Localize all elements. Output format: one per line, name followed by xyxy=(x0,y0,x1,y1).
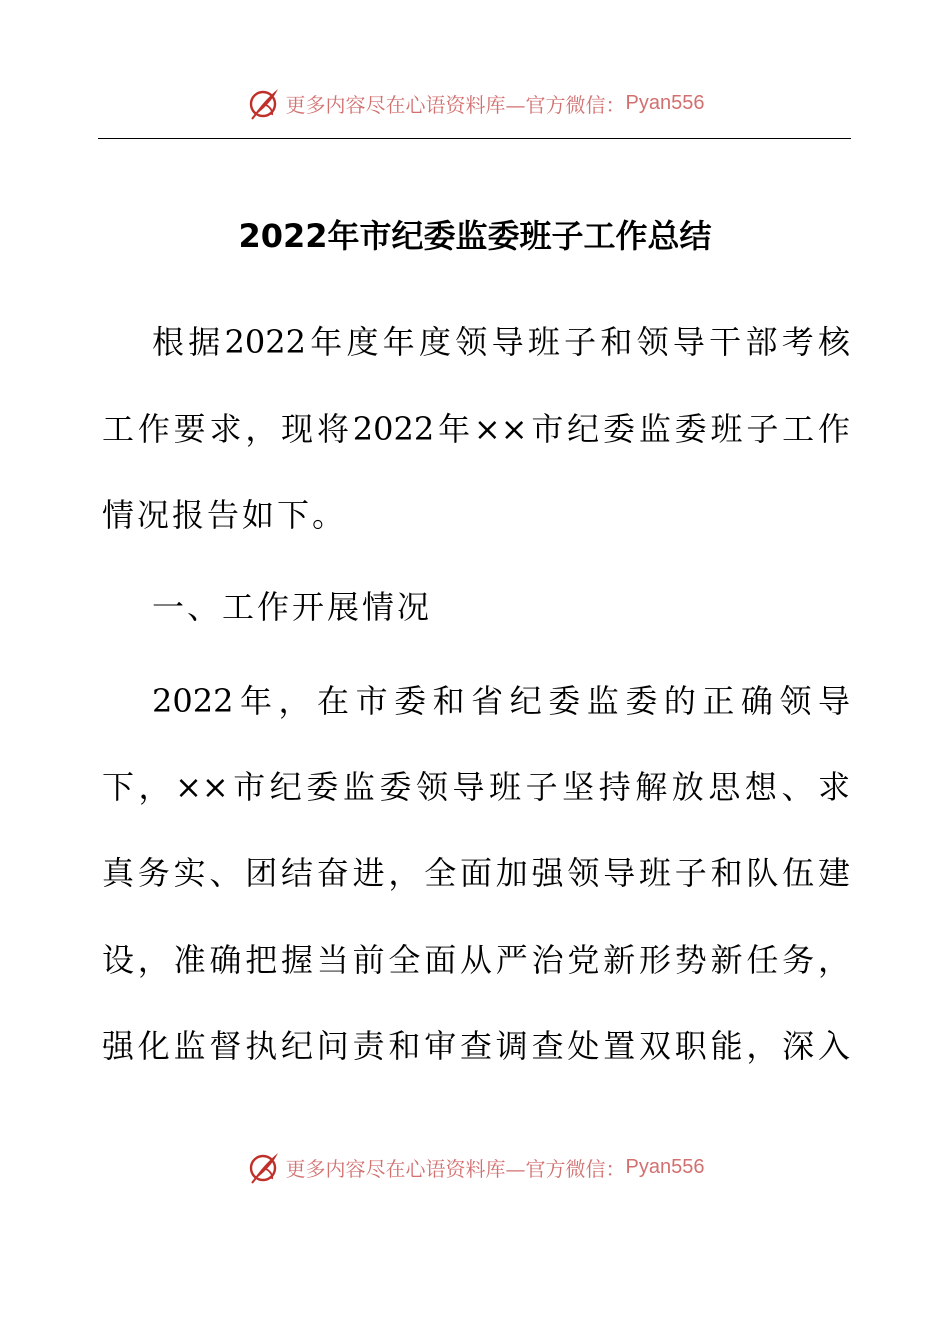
header-divider xyxy=(98,138,851,139)
body-line-8: 强化监督执纪问责和审查调查处置双职能，深入 xyxy=(102,1027,850,1065)
body-line-2: 工作要求，现将2022年××市纪委监委班子工作 xyxy=(102,410,850,448)
section-heading-1: 一、工作开展情况 xyxy=(152,588,433,626)
footer-banner-wechat-id: Pyan556 xyxy=(625,1155,705,1178)
body-line-6: 真务实、团结奋进，全面加强领导班子和队伍建 xyxy=(102,854,850,892)
body-line-5: 下，××市纪委监委领导班子坚持解放思想、求 xyxy=(102,768,850,806)
quill-logo-icon xyxy=(246,1149,282,1185)
footer-banner-text: 更多内容尽在心语资料库—官方微信： xyxy=(285,1156,626,1181)
footer-banner xyxy=(0,1147,950,1187)
document-title: 2022年市纪委监委班子工作总结 xyxy=(238,217,712,255)
header-banner-text: 更多内容尽在心语资料库—官方微信： xyxy=(285,92,626,117)
body-line-1: 根据2022年度年度领导班子和领导干部考核 xyxy=(152,323,850,361)
header-banner xyxy=(0,83,950,123)
header-banner-wechat-id: Pyan556 xyxy=(625,91,705,114)
quill-logo-icon xyxy=(246,85,282,121)
body-line-3: 情况报告如下。 xyxy=(102,496,348,534)
body-line-7: 设，准确把握当前全面从严治党新形势新任务， xyxy=(102,941,850,979)
body-line-4: 2022年，在市委和省纪委监委的正确领导 xyxy=(152,682,850,720)
